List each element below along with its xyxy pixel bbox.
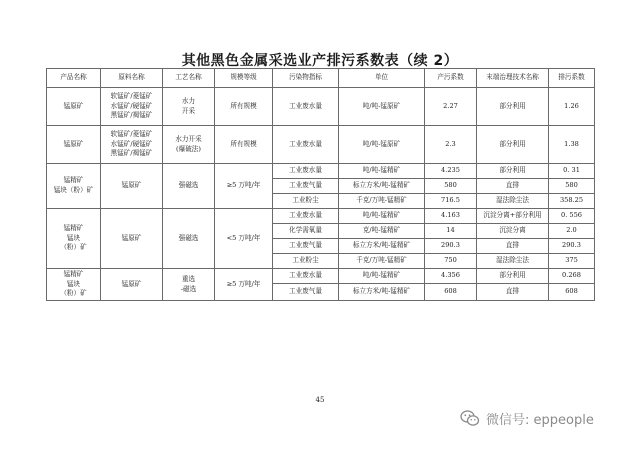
watermark	[460, 409, 594, 428]
unit-cell: 克/吨-锰精矿	[339, 224, 425, 239]
col-header-process: 工艺名称	[163, 69, 215, 88]
scale-cell: 所有规模	[215, 126, 273, 164]
wechat-icon	[460, 410, 480, 427]
generation-coef-cell: 4.235	[425, 164, 477, 179]
pollution-coefficient-table	[46, 68, 595, 301]
emission-coef-cell: 290.3	[549, 239, 595, 254]
emission-coef-cell: 0. 31	[549, 164, 595, 179]
pollutant-cell: 工业废水量	[273, 269, 339, 284]
process-name-cell: 重选 -磁选	[163, 269, 215, 301]
pollutant-cell: 工业废气量	[273, 284, 339, 301]
treatment-tech-cell: 部分利用	[477, 164, 549, 179]
treatment-tech-cell: 沉淀分离	[477, 224, 549, 239]
watermark-text: 微信号: eppeople	[486, 413, 594, 428]
emission-coef-cell: 608	[549, 284, 595, 301]
col-header-pollutant: 污染物指标	[273, 69, 339, 88]
emission-coef-cell: 580	[549, 179, 595, 194]
treatment-tech-cell: 直排	[477, 239, 549, 254]
generation-coef-cell: 580	[425, 179, 477, 194]
generation-coef-cell: 2.3	[425, 126, 477, 164]
product-name-cell: 锰精矿 锰块 （粉）矿	[47, 269, 101, 301]
material-name-cell: 锰原矿	[101, 164, 163, 209]
treatment-tech-cell: 部分利用	[477, 269, 549, 284]
material-name-cell: 软锰矿/菱锰矿 水锰矿/硬锰矿 黑锰矿/褐锰矿	[101, 126, 163, 164]
emission-coef-cell: 358.25	[549, 194, 595, 209]
treatment-tech-cell: 直排	[477, 179, 549, 194]
table-row	[47, 164, 595, 179]
scale-cell: ≥5 万吨/年	[215, 164, 273, 209]
process-name-cell: 水力 开采	[163, 88, 215, 126]
unit-cell: 千克/万吨-锰精矿	[339, 254, 425, 269]
process-name-cell: 水力开采 (爆破法)	[163, 126, 215, 164]
unit-cell: 吨/吨-锰原矿	[339, 126, 425, 164]
pollutant-cell: 工业粉尘	[273, 194, 339, 209]
scale-cell: ≥5 万吨/年	[215, 269, 273, 301]
col-header-scale: 规模等级	[215, 69, 273, 88]
unit-cell: 吨/吨-锰精矿	[339, 269, 425, 284]
pollutant-cell: 工业废水量	[273, 88, 339, 126]
treatment-tech-cell: 沉淀分离+部分利用	[477, 209, 549, 224]
treatment-tech-cell: 湿法除尘法	[477, 194, 549, 209]
generation-coef-cell: 14	[425, 224, 477, 239]
generation-coef-cell: 750	[425, 254, 477, 269]
table-row	[47, 88, 595, 126]
col-header-product: 产品名称	[47, 69, 101, 88]
treatment-tech-cell: 湿法除尘法	[477, 254, 549, 269]
emission-coef-cell: 1.38	[549, 126, 595, 164]
generation-coef-cell: 716.5	[425, 194, 477, 209]
col-header-material: 原料名称	[101, 69, 163, 88]
scale-cell: 所有规模	[215, 88, 273, 126]
product-name-cell: 锰原矿	[47, 126, 101, 164]
emission-coef-cell: 0.268	[549, 269, 595, 284]
process-name-cell: 强磁选	[163, 164, 215, 209]
table-row	[47, 126, 595, 164]
emission-coef-cell: 0. 556	[549, 209, 595, 224]
unit-cell: 标立方米/吨-锰精矿	[339, 284, 425, 301]
material-name-cell: 软锰矿/菱锰矿 水锰矿/硬锰矿 黑锰矿/褐锰矿	[101, 88, 163, 126]
treatment-tech-cell: 直排	[477, 284, 549, 301]
generation-coef-cell: 4.163	[425, 209, 477, 224]
product-name-cell: 锰精矿 锰块（粉）矿	[47, 164, 101, 209]
col-header-treatment-tech: 末端治理技术名称	[477, 69, 549, 88]
unit-cell: 吨/吨-锰精矿	[339, 209, 425, 224]
unit-cell: 吨/吨-锰原矿	[339, 88, 425, 126]
unit-cell: 吨/吨-锰精矿	[339, 164, 425, 179]
col-header-emission-coef: 排污系数	[549, 69, 595, 88]
emission-coef-cell: 1.26	[549, 88, 595, 126]
generation-coef-cell: 290.3	[425, 239, 477, 254]
col-header-unit: 单位	[339, 69, 425, 88]
pollutant-cell: 工业废水量	[273, 126, 339, 164]
table-row	[47, 269, 595, 284]
pollutant-cell: 工业粉尘	[273, 254, 339, 269]
generation-coef-cell: 608	[425, 284, 477, 301]
emission-coef-cell: 375	[549, 254, 595, 269]
generation-coef-cell: 2.27	[425, 88, 477, 126]
pollutant-cell: 工业废水量	[273, 164, 339, 179]
emission-coef-cell: 2.0	[549, 224, 595, 239]
scale-cell: <5 万吨/年	[215, 209, 273, 269]
treatment-tech-cell: 部分利用	[477, 126, 549, 164]
table-title: 其他黑色金属采选业产排污系数表（续 2）	[181, 53, 459, 69]
product-name-cell: 锰原矿	[47, 88, 101, 126]
treatment-tech-cell: 部分利用	[477, 88, 549, 126]
col-header-generation-coef: 产污系数	[425, 69, 477, 88]
product-name-cell: 锰精矿 锰块 （粉）矿	[47, 209, 101, 269]
pollutant-cell: 工业废水量	[273, 209, 339, 224]
material-name-cell: 锰原矿	[101, 269, 163, 301]
process-name-cell: 强磁选	[163, 209, 215, 269]
page-number: 45	[315, 396, 325, 404]
pollutant-cell: 工业废气量	[273, 239, 339, 254]
pollutant-cell: 工业废气量	[273, 179, 339, 194]
generation-coef-cell: 4.356	[425, 269, 477, 284]
unit-cell: 标立方米/吨-锰精矿	[339, 239, 425, 254]
pollutant-cell: 化学需氧量	[273, 224, 339, 239]
unit-cell: 千克/万吨-锰精矿	[339, 194, 425, 209]
material-name-cell: 锰原矿	[101, 209, 163, 269]
unit-cell: 标立方米/吨-锰精矿	[339, 179, 425, 194]
header-row	[47, 69, 595, 88]
table-row	[47, 209, 595, 224]
